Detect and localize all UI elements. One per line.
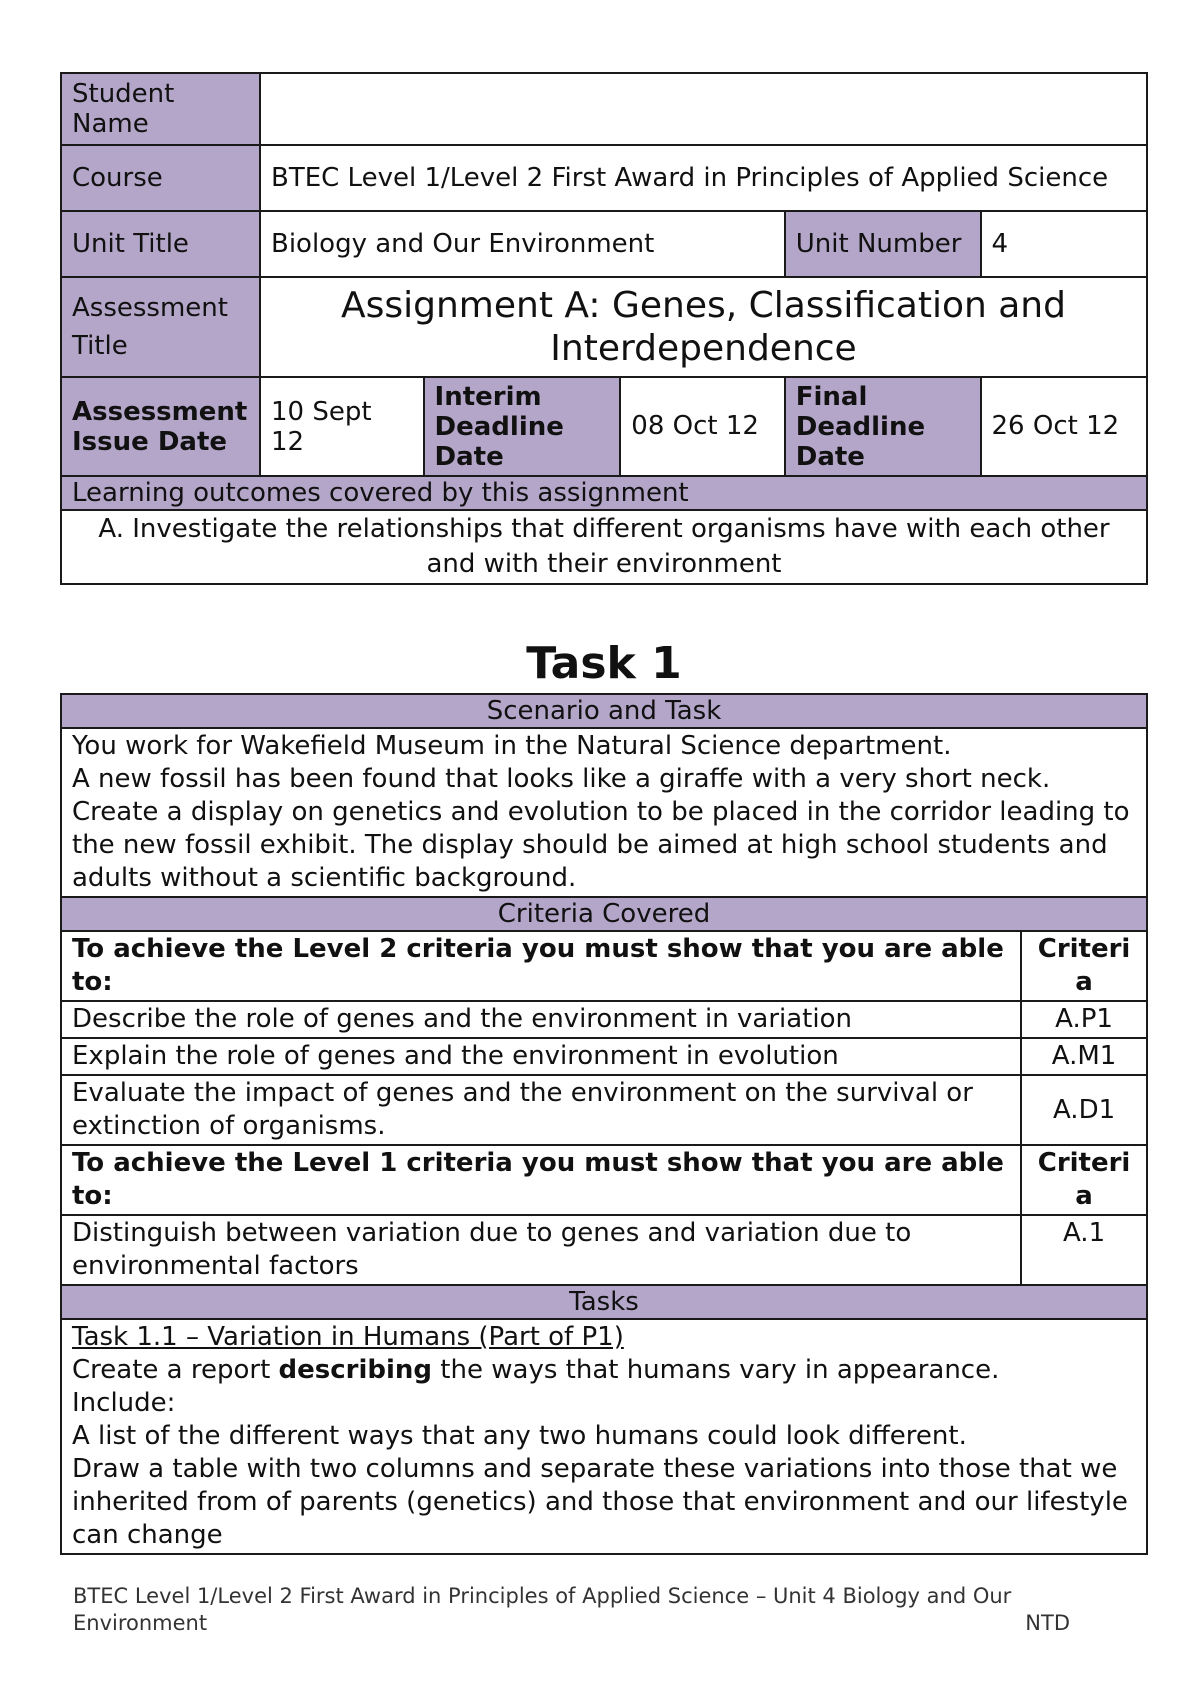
criteria-code: A.1	[1021, 1215, 1147, 1285]
task-1-1-body	[61, 1319, 1147, 1554]
assignment-header-table	[60, 72, 1148, 585]
learning-outcomes-label: Learning outcomes covered by this assignment	[61, 476, 1147, 510]
criteria-row	[61, 1038, 1147, 1075]
task-1-1-title: Task 1.1 – Variation in Humans (Part of P1)	[72, 1322, 624, 1352]
unit-number-value: 4	[981, 211, 1148, 277]
footer-text: BTEC Level 1/Level 2 First Award in Principles of Applied Science – Unit 4 Biology and Our Environment	[73, 1584, 1012, 1635]
unit-number-label: Unit Number	[785, 211, 981, 277]
assessment-title-label: Assessment Title	[61, 277, 260, 377]
criteria-row	[61, 1215, 1147, 1285]
task-1-1-include: Include:	[72, 1388, 176, 1418]
criteria-text: Distinguish between variation due to genes and variation due to environmental factors	[61, 1215, 1021, 1285]
task-1-1-line: A list of the different ways that any two humans could look different.	[72, 1421, 967, 1451]
tasks-header: Tasks	[61, 1285, 1147, 1319]
criteria-code: A.M1	[1021, 1038, 1147, 1075]
criteria-header: Criteria Covered	[61, 897, 1147, 931]
course-value: BTEC Level 1/Level 2 First Award in Principles of Applied Science	[260, 145, 1147, 211]
scenario-text	[61, 728, 1147, 897]
task-1-1-intro: Create a report describing the ways that humans vary in appearance.	[72, 1355, 1000, 1385]
criteria-text: Evaluate the impact of genes and the environment on the survival or extinction of organisms.	[61, 1075, 1021, 1145]
unit-title-label: Unit Title	[61, 211, 260, 277]
criteria-column-label: Criteria	[1021, 1145, 1147, 1215]
student-name-value	[260, 73, 1147, 145]
issue-date-label: Assessment Issue Date	[61, 377, 260, 476]
criteria-text: Explain the role of genes and the environment in evolution	[61, 1038, 1021, 1075]
issue-date-value: 10 Sept 12	[260, 377, 424, 476]
task-1-1-line: Draw a table with two columns and separate these variations into those that we inherited from of parents (genetics) and those that environment and our lifestyle can change	[72, 1454, 1128, 1550]
criteria-text: Describe the role of genes and the environment in variation	[61, 1001, 1021, 1038]
scenario-line: Create a display on genetics and evolution to be placed in the corridor leading to the new fossil exhibit. The display should be aimed at high school students and adults without a scientific background.	[72, 797, 1130, 893]
page-footer	[73, 1583, 1070, 1637]
criteria-column-label: Criteria	[1021, 931, 1147, 1001]
final-deadline-value: 26 Oct 12	[981, 377, 1148, 476]
scenario-header: Scenario and Task	[61, 694, 1147, 728]
level1-heading: To achieve the Level 1 criteria you must show that you are able to:	[61, 1145, 1021, 1215]
criteria-code: A.D1	[1021, 1075, 1147, 1145]
interim-deadline-label: Interim Deadline Date	[424, 377, 621, 476]
scenario-line: A new fossil has been found that looks like a giraffe with a very short neck.	[72, 764, 1051, 794]
criteria-row	[61, 1075, 1147, 1145]
assessment-title-value: Assignment A: Genes, Classification and Interdependence	[260, 277, 1147, 377]
interim-deadline-value: 08 Oct 12	[620, 377, 784, 476]
criteria-row	[61, 1001, 1147, 1038]
course-label: Course	[61, 145, 260, 211]
scenario-line: You work for Wakefield Museum in the Natural Science department.	[72, 731, 952, 761]
level2-heading: To achieve the Level 2 criteria you must show that you are able to:	[61, 931, 1021, 1001]
learning-outcome-a: A. Investigate the relationships that different organisms have with each other and with their environment	[61, 510, 1147, 584]
criteria-code: A.P1	[1021, 1001, 1147, 1038]
final-deadline-label: Final Deadline Date	[785, 377, 981, 476]
footer-code: NTD	[1025, 1611, 1070, 1635]
task-title: Task 1	[526, 638, 682, 689]
student-name-label: Student Name	[61, 73, 260, 145]
unit-title-value: Biology and Our Environment	[260, 211, 785, 277]
task-table	[60, 693, 1148, 1555]
